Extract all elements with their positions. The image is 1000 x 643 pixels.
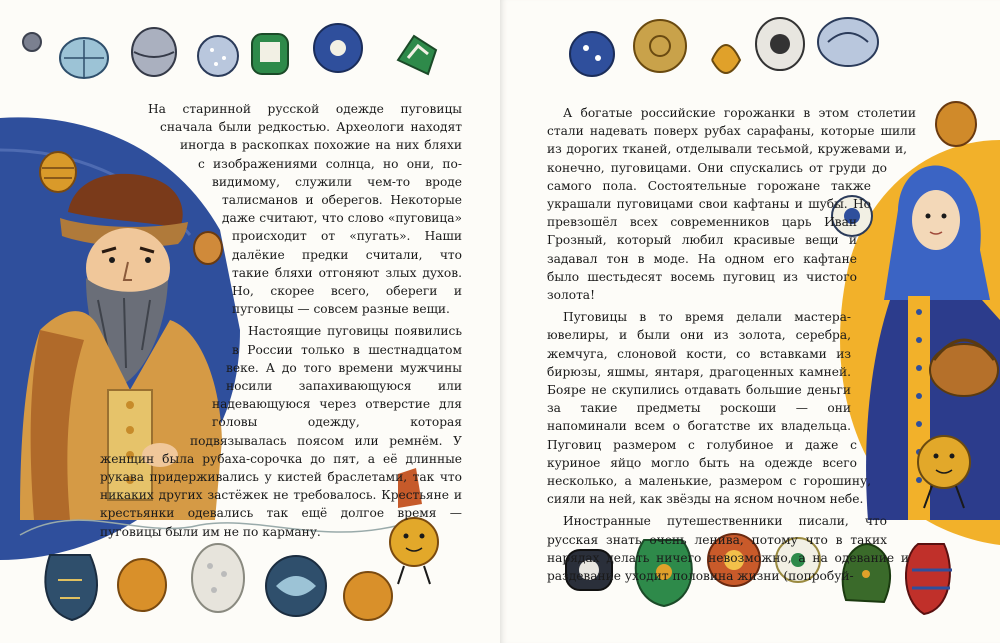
top-button-row-right — [570, 18, 878, 76]
right-paragraph-3: Иностранные путешественники писали, что русская знать очень ленива, потому что в таких нарядах делать ничего невозможно, а на одевание и раздевание уходит половина жизни (попробуй- — [547, 514, 909, 584]
right-paragraph-1: А богатые российские горожанки в этом столетии стали надевать поверх рубах сарафаны, которые шили из дорогих тканей, отделывали тесьмой, кружевами и, конечно, пуговицами. Они спускались от груди до самого пола. Состоятельные горожане также украшали пуговицами свои кафтаны и шубы. Но превзошёл всех современников царь Иван Грозный, который любил красивые вещи и задавал тон в моде. На одном его кафтане было шестьдесят восемь пуговиц из чистого золота! — [547, 106, 916, 303]
right-page-text — [547, 104, 917, 589]
left-paragraph-1: На старинной русской одежде пуговицы сначала были редкостью. Археологи находят иногда в раскопках похожие на них бляхи с изображениями солнца, но они, по-видимому, служили чем-то вроде талисманов и оберегов. Некоторые даже считают, что слово «пуговица» происходит от «пугать». Наши далёкие предки считали, что такие бляхи отгоняют злых духов. Но, скорее всего, обереги и пуговицы — совсем разные вещи. — [148, 102, 462, 317]
right-paragraph-2: Пуговицы в то время делали мастера-ювелиры, и были они из золота, серебра, жемчуга, слоновой кости, со вставками из бирюзы, яшмы, янтаря, драгоценных камней. Бояре не скупились отдавать большие деньги за такие предметы роскоши — они напоминали всем о богатстве их владельца. Пуговиц размером с голубиное и даже с куриное яйцо могло быть на одежде всего несколько, а маленькие, размером с горошину, сияли на ней, как звёзды на ясном ночном небе. — [547, 310, 871, 507]
left-page-text — [100, 100, 462, 545]
top-button-row-left — [23, 24, 436, 78]
left-paragraph-2: Настоящие пуговицы появились в России только в шестнадцатом веке. А до того времени мужчины носили запахивающуюся или надевающуюся через отверстие для головы одежду, которая подвязывалась поясом или ремнём. У женщин была рубаха-сорочка до пят, а её длинные рукава придерживались у кистей браслетами, так что никаких других застёжек не требовалось. Крестьяне и крестьянки одевались так ещё долгое время — пуговицы были им не по карману. — [100, 324, 462, 539]
